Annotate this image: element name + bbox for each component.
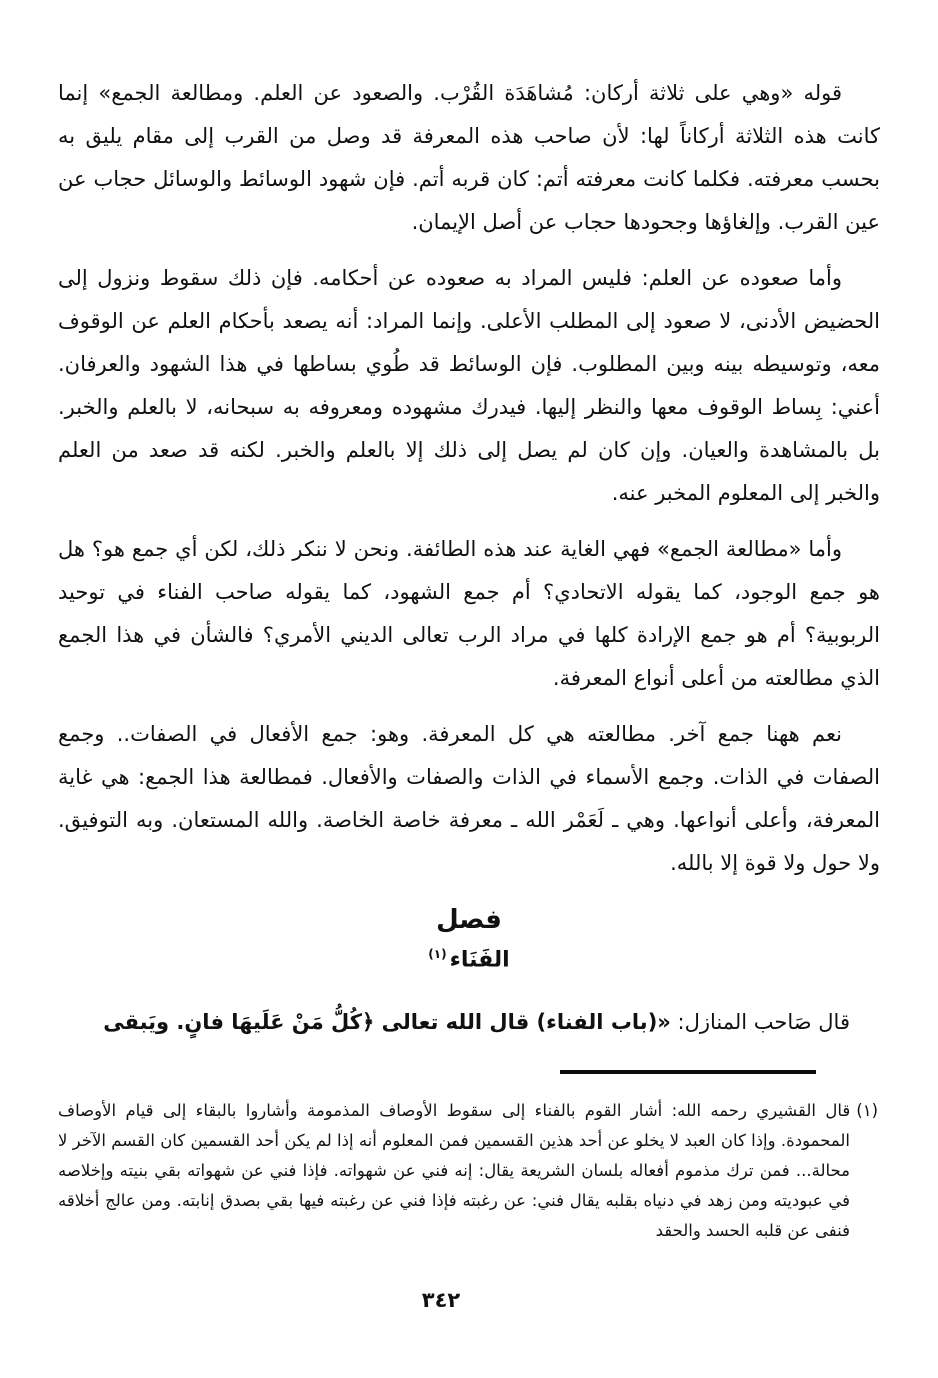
quote-bold-text: «(باب الفناء) قال الله تعالى ﴿كُلُّ مَنْ عَلَيهَا فانٍ. ويَبقى <box>103 1010 671 1035</box>
paragraph-suud-an-ilm: وأما صعوده عن العلم: فليس المراد به صعوده عن أحكامه. فإن ذلك سقوط ونزول إلى الحضيض الأدنى، لا صعود إلى المطلب الأعلى. وإنما المراد: أنه يصعد بأحكام العلم عن الوقوف معه، وتوسيطه بينه وبين المطلوب. فإن الوسائط قد طُوي بساطها في هذا الشهود والعرفان. أعني: بِساط الوقوف معها والنظر إليها. فيدرك مشهوده ومعروفه به سبحانه، لا بالعلم والخبر. بل بالمشاهدة والعيان. وإن كان لم يصل إلى ذلك إلا بالعلم والخبر. لكنه قد صعد من العلم والخبر إلى المعلوم المخبر عنه. <box>58 266 880 505</box>
footnote-text: قال القشيري رحمه الله: أشار القوم بالفناء إلى سقوط الأوصاف المذمومة وأشاروا بالبقاء إلى قيام الأوصاف المحمودة. وإذا كان العبد لا يخلو عن أحد هذين القسمين فمن المعلوم أنه إذا لم يكن أحد القسمين كان القسم الآخر لا محالة... فمن ترك مذموم أفعاله بلسان الشريعة يقال: إنه فني عن شهواته. فإذا فني عن شهواته بقي بنيته وإخلاصه في عبوديته ومن زهد في دنياه بقلبه يقال فني: عن رغبته فإذا فني عن رغبته فيها بقي بصدق إنابته. ومن عالج أخلاقه فنفى عن قلبه الحسد والحقد <box>58 1101 851 1241</box>
page-number: ٣٤٢ <box>421 1288 461 1313</box>
paragraph-sahib-almanazil-quote <box>58 1001 880 1044</box>
footnote-separator-rule <box>560 1070 816 1074</box>
quote-attribution: قال صَاحب المنازل: <box>670 1010 850 1035</box>
main-text-block <box>58 72 880 1044</box>
paragraph-mutalaat-jam: وأما «مطالعة الجمع» فهي الغاية عند هذه الطائفة. ونحن لا ننكر ذلك، لكن أي جمع هو؟ هل هو جمع الوجود، كما يقوله الاتحادي؟ أم جمع الشهود، كما يقوله صاحب الفناء في توحيد الربوبية؟ أم هو جمع الإرادة كلها في مراد الرب تعالى الديني الأمري؟ فالشأن في هذا الجمع الذي مطالعته من أعلى أنواع المعرفة. <box>58 537 880 690</box>
section-heading <box>58 903 880 975</box>
section-subtitle-fana <box>58 939 880 975</box>
footnote-qushayri <box>58 1096 878 1246</box>
section-subtitle-text: الفَنَاء <box>449 947 510 973</box>
footnote-marker: (١) <box>856 1101 878 1121</box>
section-title-fasl: فصل <box>436 905 502 935</box>
paragraph-arkan-thalatha: قوله «وهي على ثلاثة أركان: مُشاهَدَة القُرْب. والصعود عن العلم. ومطالعة الجمع» إنما كانت هذه الثلاثة أركاناً لها: لأن صاحب هذه المعرفة قد وصل من القرب إلى مقام يليق به بحسب معرفته. فكلما كانت معرفته أتم: كان قربه أتم. فإن شهود الوسائط والوسائل حجاب عن عين القرب. وإلغاؤها وجحودها حجاب عن أصل الإيمان. <box>58 81 880 234</box>
paragraph-jam-akhar: نعم ههنا جمع آخر. مطالعته هي كل المعرفة. وهو: جمع الأفعال في الصفات.. وجمع الصفات في الذات. وجمع الأسماء في الذات والصفات والأفعال. فمطالعة هذا الجمع: هي غاية المعرفة، وأعلى أنواعها. وهي ـ لَعَمْر الله ـ معرفة خاصة الخاصة. والله المستعان. وبه التوفيق. ولا حول ولا قوة إلا بالله. <box>58 722 880 875</box>
footnote-reference-mark: (١) <box>428 947 447 961</box>
